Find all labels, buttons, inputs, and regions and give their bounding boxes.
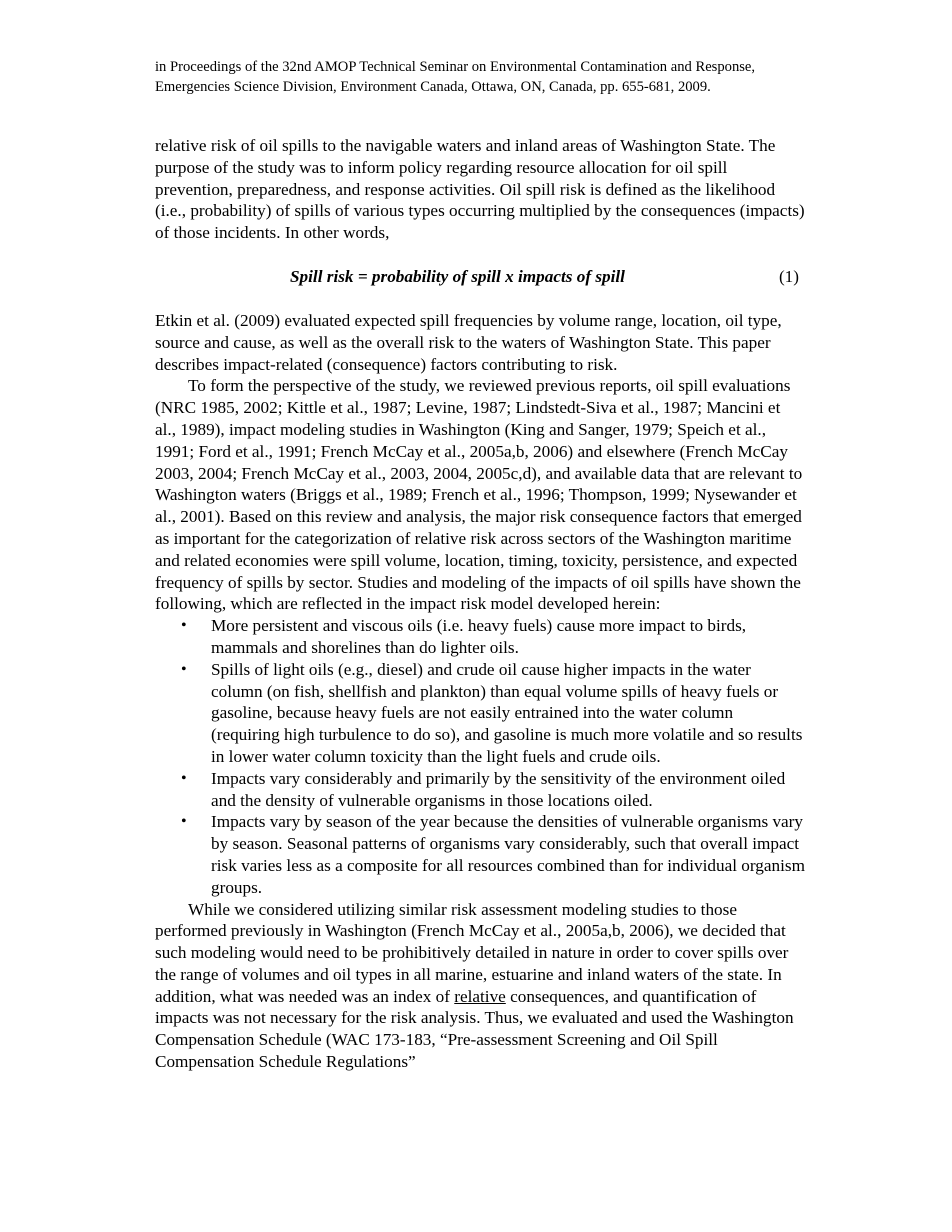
body-text xyxy=(155,135,805,1073)
equation-number: (1) xyxy=(778,266,799,286)
list-item-text: Spills of light oils (e.g., diesel) and crude oil cause higher impacts in the water column (on fish, shellfish and plankton) than equal volume spills of heavy fuels or gasoline, because heavy fuels are not easily entrained into the water column (requiring high turbulence to do so), and gasoline is much more volatile and so results in lower water column toxicity than the light fuels and crude oils. xyxy=(211,659,803,766)
list-item-text: Impacts vary considerably and primarily by the sensitivity of the environment oiled and the density of vulnerable organisms in those locations oiled. xyxy=(211,768,786,810)
bullet-icon: • xyxy=(181,769,187,787)
list-item-text: More persistent and viscous oils (i.e. heavy fuels) cause more impact to birds, mammals and shorelines than do lighter oils. xyxy=(211,616,747,657)
paragraph-compensation-schedule xyxy=(155,899,805,1073)
equation-text: Spill risk = probability of spill x impacts of spill xyxy=(290,266,625,286)
paragraph-etkin: Etkin et al. (2009) evaluated expected spill frequencies by volume range, location, oil type, source and cause, as well as the overall risk to the waters of Washington State. This paper describes impact-related (consequence) factors contributing to risk. xyxy=(155,310,782,374)
list-item xyxy=(155,659,805,768)
paragraph-risk-definition: relative risk of oil spills to the navigable waters and inland areas of Washington State. The purpose of the study was to inform policy regarding resource allocation for oil spill prevention, preparedness, and response activities. Oil spill risk is defined as the likelihood (i.e., probability) of spills of various types occurring multiplied by the consequences (impacts) of those incidents. In other words, xyxy=(155,136,805,243)
citation-header: in Proceedings of the 32nd AMOP Technical Seminar on Environmental Contamination and Response, Emergencies Science Division, Environment Canada, Ottawa, ON, Canada, pp. 655-681, 2009. xyxy=(155,59,756,95)
bullet-icon: • xyxy=(181,813,187,831)
list-item xyxy=(155,615,805,659)
bullet-icon: • xyxy=(181,617,187,635)
paragraph-text-part: While we considered utilizing similar risk assessment modeling studies to those performed previously in Washington (French McCay et al., 2005a,b, 2006), we decided that such modeling would need to be prohibitively detailed in nature in order to cover spills over the range of volumes and oil types in all marine, estuarine and inland waters of the state. In addition, what was needed was an index of xyxy=(155,899,789,1006)
impact-findings-list xyxy=(155,615,805,898)
list-item xyxy=(155,768,805,812)
list-item xyxy=(155,811,805,898)
underlined-word: relative xyxy=(454,986,506,1006)
equation-1 xyxy=(155,266,805,288)
list-item-text: Impacts vary by season of the year because the densities of vulnerable organisms vary by season. Seasonal patterns of organisms vary considerably, such that overall impact risk varies less as a composite for all resources combined than for individual organism groups. xyxy=(211,812,805,897)
bullet-icon: • xyxy=(181,660,187,678)
paragraph-perspective: To form the perspective of the study, we reviewed previous reports, oil spill evaluations (NRC 1985, 2002; Kittle et al., 1987; Levine, 1987; Lindstedt-Siva et al., 1987; Mancini et al., 1989), impact modeling studies in Washington (King and Sanger, 1979; Speich et al., 1991; Ford et al., 1991; French McCay et al., 2005a,b, 2006) and elsewhere (French McCay 2003, 2004; French McCay et al., 2003, 2004, 2005c,d), and available data that are relevant to Washington waters (Briggs et al., 1989; French et al., 1996; Thompson, 1999; Nysewander et al., 2001). Based on this review and analysis, the major risk consequence factors that emerged as important for the categorization of relative risk across sectors of the Washington maritime and related economies were spill volume, location, timing, toxicity, persistence, and expected frequency of spills by sector. Studies and modeling of the impacts of oil spills have shown the following, which are reflected in the impact risk model developed herein: xyxy=(155,376,803,614)
paragraph-text-part: consequences, and quantification of impacts was not necessary for the risk analysis. Thus, we evaluated and used the Washington Compensation Schedule (WAC 173-183, “Pre-assessment Screening and Oil Spill Compensation Schedule Regulations” xyxy=(155,986,794,1072)
